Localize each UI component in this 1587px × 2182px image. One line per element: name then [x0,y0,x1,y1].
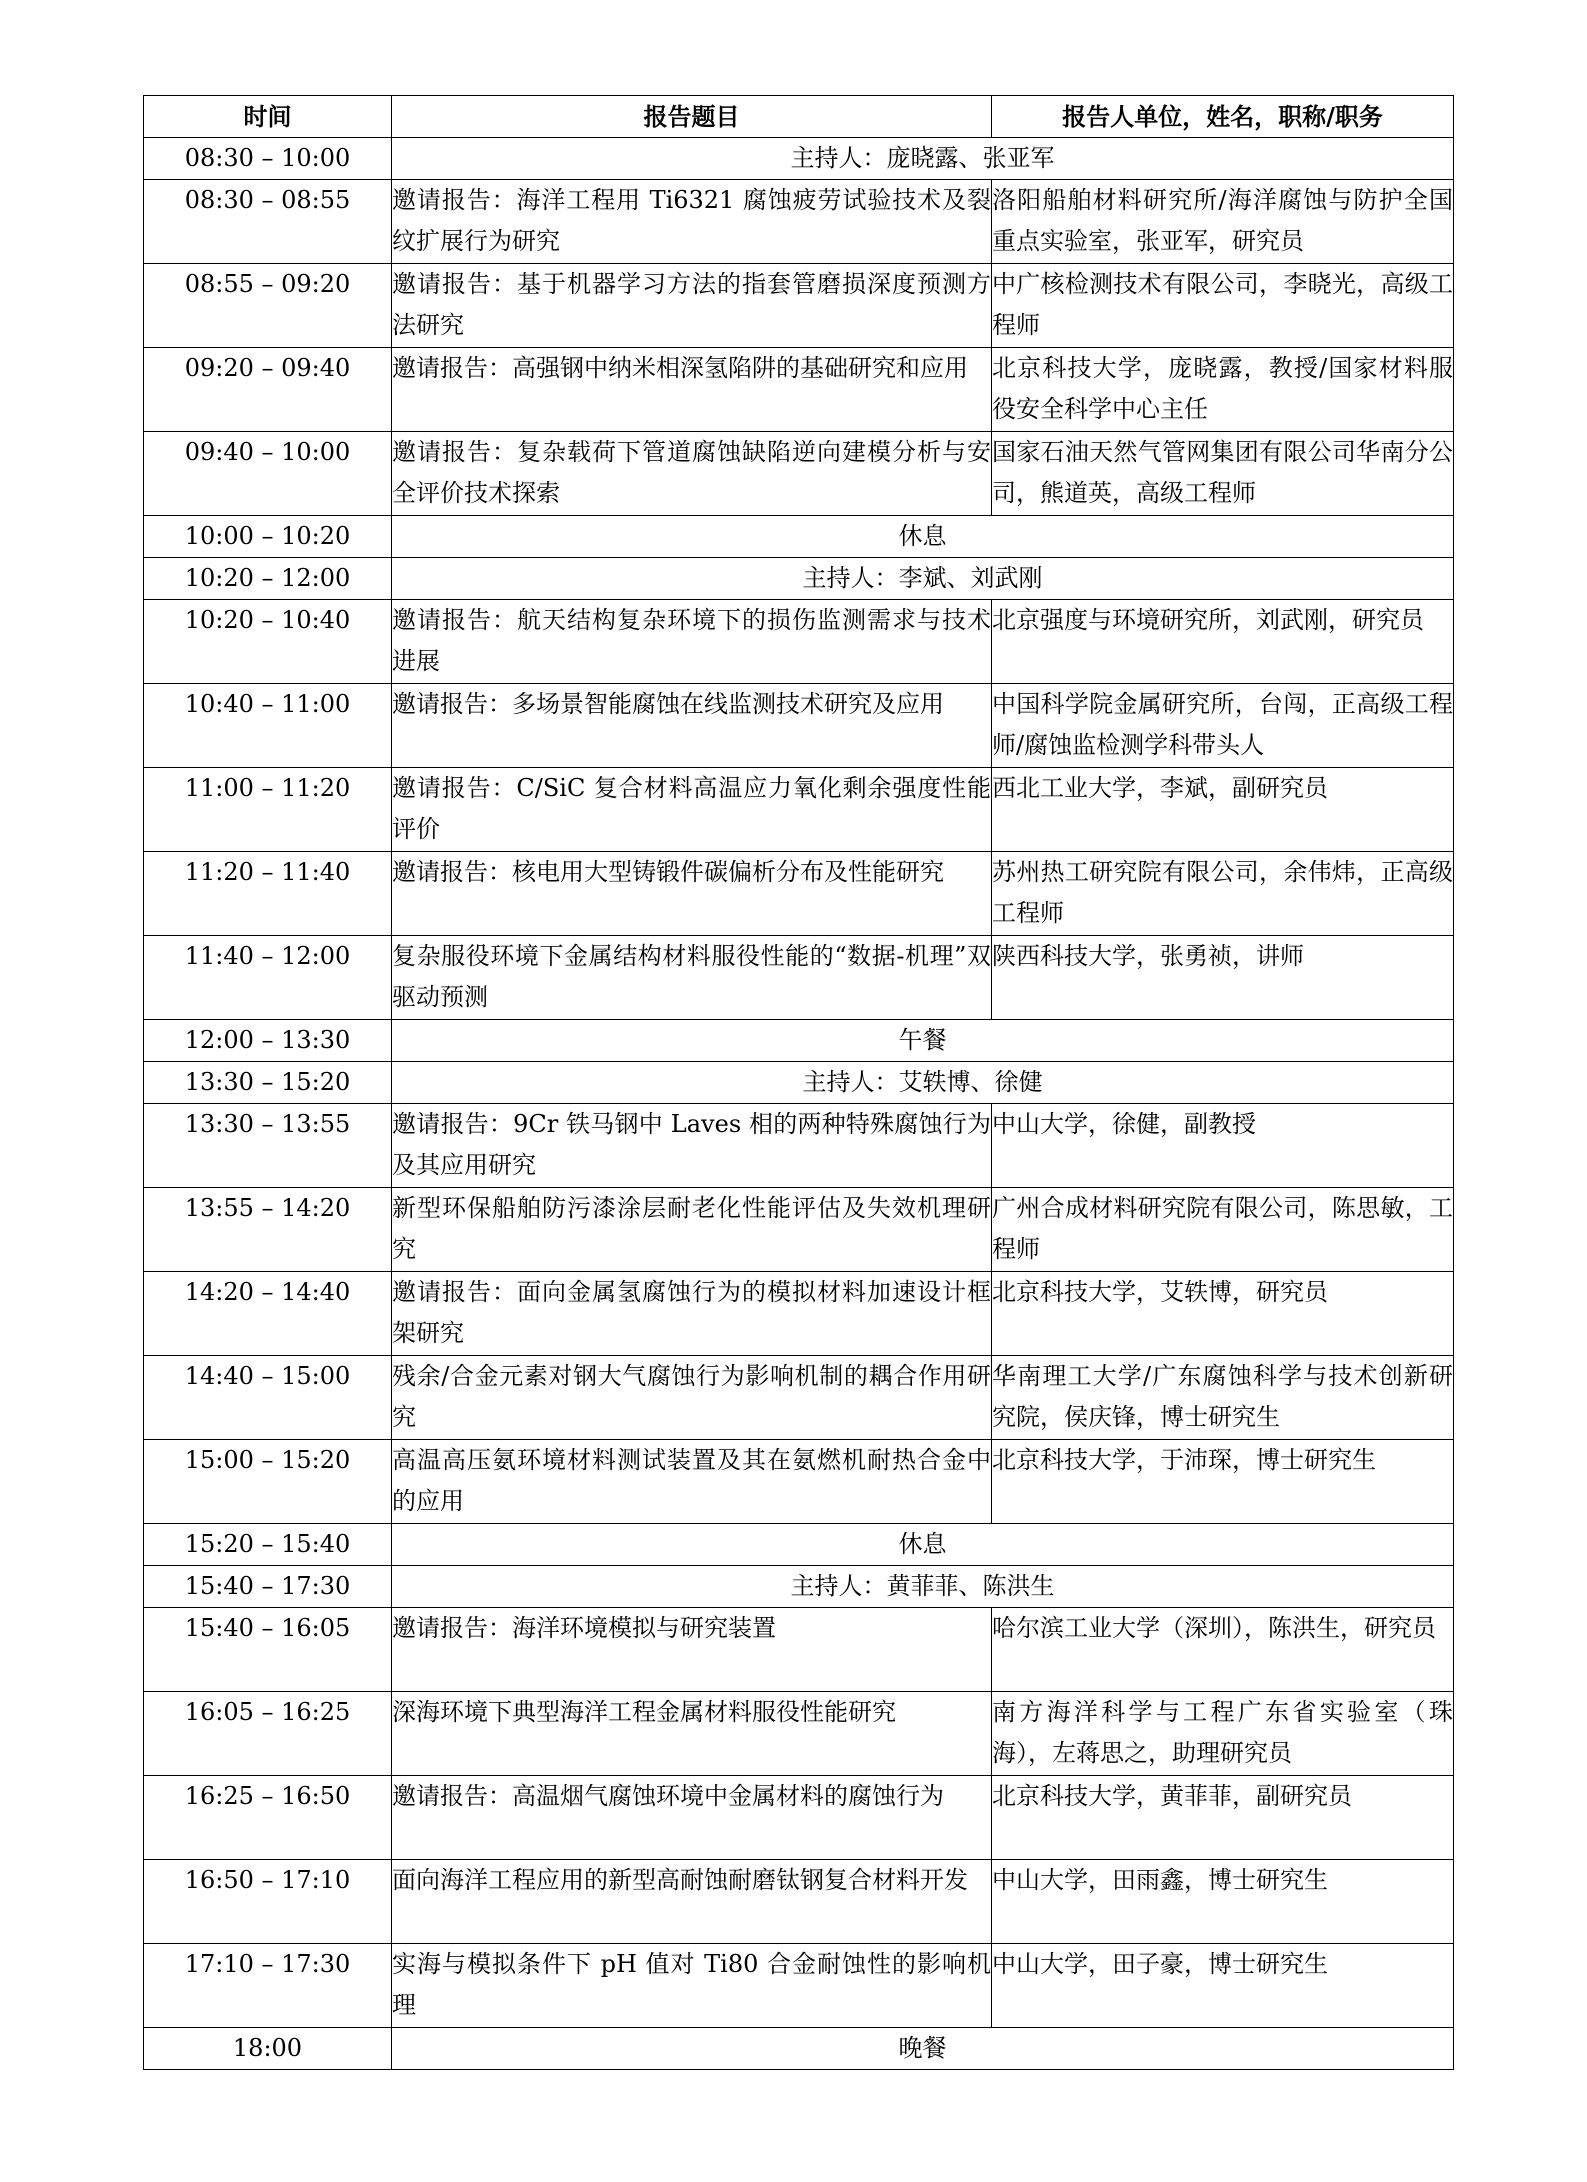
talk-topic: 邀请报告：高强钢中纳米相深氢陷阱的基础研究和应用 [392,348,992,432]
time-cell: 08:30 – 08:55 [144,180,392,264]
talk-topic: 邀请报告：多场景智能腐蚀在线监测技术研究及应用 [392,684,992,768]
header-speaker: 报告人单位，姓名，职称/职务 [992,96,1454,138]
talk-speaker: 广州合成材料研究院有限公司，陈思敏，工程师 [992,1188,1454,1272]
talk-speaker: 北京强度与环境研究所，刘武刚，研究员 [992,600,1454,684]
talk-speaker: 南方海洋科学与工程广东省实验室（珠海），左蒋思之，助理研究员 [992,1692,1454,1776]
header-time: 时间 [144,96,392,138]
talk-speaker: 北京科技大学，黄菲菲，副研究员 [992,1776,1454,1860]
time-cell: 14:20 – 14:40 [144,1272,392,1356]
session-row [144,516,1454,558]
talk-topic: 面向海洋工程应用的新型高耐蚀耐磨钛钢复合材料开发 [392,1860,992,1944]
session-label: 主持人：李斌、刘武刚 [392,558,1454,600]
schedule-table [143,95,1454,2070]
talk-row [144,768,1454,852]
time-cell: 15:20 – 15:40 [144,1524,392,1566]
talk-topic: 邀请报告：复杂载荷下管道腐蚀缺陷逆向建模分析与安全评价技术探索 [392,432,992,516]
time-cell: 11:00 – 11:20 [144,768,392,852]
talk-row [144,180,1454,264]
schedule-body [144,138,1454,2070]
session-label: 主持人：庞晓露、张亚军 [392,138,1454,180]
talk-topic: 残余/合金元素对钢大气腐蚀行为影响机制的耦合作用研究 [392,1356,992,1440]
talk-row [144,600,1454,684]
talk-speaker: 中广核检测技术有限公司，李晓光，高级工程师 [992,264,1454,348]
time-cell: 08:30 – 10:00 [144,138,392,180]
talk-row [144,1356,1454,1440]
talk-topic: 邀请报告：C/SiC 复合材料高温应力氧化剩余强度性能评价 [392,768,992,852]
talk-row [144,432,1454,516]
talk-speaker: 苏州热工研究院有限公司，余伟炜，正高级工程师 [992,852,1454,936]
session-row [144,1020,1454,1062]
talk-topic: 新型环保船舶防污漆涂层耐老化性能评估及失效机理研究 [392,1188,992,1272]
talk-row [144,348,1454,432]
talk-speaker: 陕西科技大学，张勇祯，讲师 [992,936,1454,1020]
session-row [144,1524,1454,1566]
time-cell: 11:20 – 11:40 [144,852,392,936]
time-cell: 14:40 – 15:00 [144,1356,392,1440]
session-row [144,558,1454,600]
talk-row [144,1608,1454,1692]
session-row [144,138,1454,180]
time-cell: 18:00 [144,2028,392,2070]
talk-topic: 邀请报告：航天结构复杂环境下的损伤监测需求与技术进展 [392,600,992,684]
talk-row [144,936,1454,1020]
time-cell: 11:40 – 12:00 [144,936,392,1020]
time-cell: 10:40 – 11:00 [144,684,392,768]
talk-topic: 邀请报告：海洋环境模拟与研究装置 [392,1608,992,1692]
time-cell: 10:20 – 12:00 [144,558,392,600]
talk-speaker: 洛阳船舶材料研究所/海洋腐蚀与防护全国重点实验室，张亚军，研究员 [992,180,1454,264]
talk-topic: 邀请报告：9Cr 铁马钢中 Laves 相的两种特殊腐蚀行为及其应用研究 [392,1104,992,1188]
talk-speaker: 中国科学院金属研究所，台闯，正高级工程师/腐蚀监检测学科带头人 [992,684,1454,768]
time-cell: 15:40 – 16:05 [144,1608,392,1692]
talk-row [144,852,1454,936]
time-cell: 08:55 – 09:20 [144,264,392,348]
talk-topic: 实海与模拟条件下 pH 值对 Ti80 合金耐蚀性的影响机理 [392,1944,992,2028]
talk-row [144,684,1454,768]
session-label: 晚餐 [392,2028,1454,2070]
session-label: 休息 [392,516,1454,558]
time-cell: 09:40 – 10:00 [144,432,392,516]
header-topic: 报告题目 [392,96,992,138]
talk-row [144,1776,1454,1860]
talk-topic: 邀请报告：海洋工程用 Ti6321 腐蚀疲劳试验技术及裂纹扩展行为研究 [392,180,992,264]
session-label: 主持人：黄菲菲、陈洪生 [392,1566,1454,1608]
time-cell: 12:00 – 13:30 [144,1020,392,1062]
time-cell: 09:20 – 09:40 [144,348,392,432]
session-row [144,2028,1454,2070]
session-label: 休息 [392,1524,1454,1566]
time-cell: 16:25 – 16:50 [144,1776,392,1860]
talk-speaker: 哈尔滨工业大学（深圳），陈洪生，研究员 [992,1608,1454,1692]
time-cell: 10:00 – 10:20 [144,516,392,558]
time-cell: 15:00 – 15:20 [144,1440,392,1524]
talk-topic: 复杂服役环境下金属结构材料服役性能的“数据-机理”双驱动预测 [392,936,992,1020]
session-label: 主持人：艾轶博、徐健 [392,1062,1454,1104]
talk-topic: 邀请报告：面向金属氢腐蚀行为的模拟材料加速设计框架研究 [392,1272,992,1356]
session-row [144,1062,1454,1104]
talk-topic: 高温高压氨环境材料测试装置及其在氨燃机耐热合金中的应用 [392,1440,992,1524]
table-header-row [144,96,1454,138]
talk-speaker: 中山大学，田子豪，博士研究生 [992,1944,1454,2028]
talk-row [144,1104,1454,1188]
talk-speaker: 北京科技大学，艾轶博，研究员 [992,1272,1454,1356]
talk-topic: 深海环境下典型海洋工程金属材料服役性能研究 [392,1692,992,1776]
time-cell: 13:55 – 14:20 [144,1188,392,1272]
talk-speaker: 中山大学，田雨鑫，博士研究生 [992,1860,1454,1944]
talk-topic: 邀请报告：基于机器学习方法的指套管磨损深度预测方法研究 [392,264,992,348]
time-cell: 16:05 – 16:25 [144,1692,392,1776]
talk-row [144,1944,1454,2028]
talk-row [144,1272,1454,1356]
talk-row [144,1440,1454,1524]
talk-speaker: 北京科技大学，于沛琛，博士研究生 [992,1440,1454,1524]
talk-row [144,1188,1454,1272]
talk-speaker: 西北工业大学，李斌，副研究员 [992,768,1454,852]
talk-speaker: 中山大学，徐健，副教授 [992,1104,1454,1188]
talk-row [144,1692,1454,1776]
time-cell: 13:30 – 13:55 [144,1104,392,1188]
time-cell: 13:30 – 15:20 [144,1062,392,1104]
talk-speaker: 华南理工大学/广东腐蚀科学与技术创新研究院，侯庆锋，博士研究生 [992,1356,1454,1440]
talk-speaker: 国家石油天然气管网集团有限公司华南分公司，熊道英，高级工程师 [992,432,1454,516]
talk-topic: 邀请报告：高温烟气腐蚀环境中金属材料的腐蚀行为 [392,1776,992,1860]
time-cell: 15:40 – 17:30 [144,1566,392,1608]
talk-row [144,1860,1454,1944]
time-cell: 17:10 – 17:30 [144,1944,392,2028]
time-cell: 16:50 – 17:10 [144,1860,392,1944]
talk-row [144,264,1454,348]
session-label: 午餐 [392,1020,1454,1062]
talk-speaker: 北京科技大学，庞晓露，教授/国家材料服役安全科学中心主任 [992,348,1454,432]
session-row [144,1566,1454,1608]
time-cell: 10:20 – 10:40 [144,600,392,684]
talk-topic: 邀请报告：核电用大型铸锻件碳偏析分布及性能研究 [392,852,992,936]
